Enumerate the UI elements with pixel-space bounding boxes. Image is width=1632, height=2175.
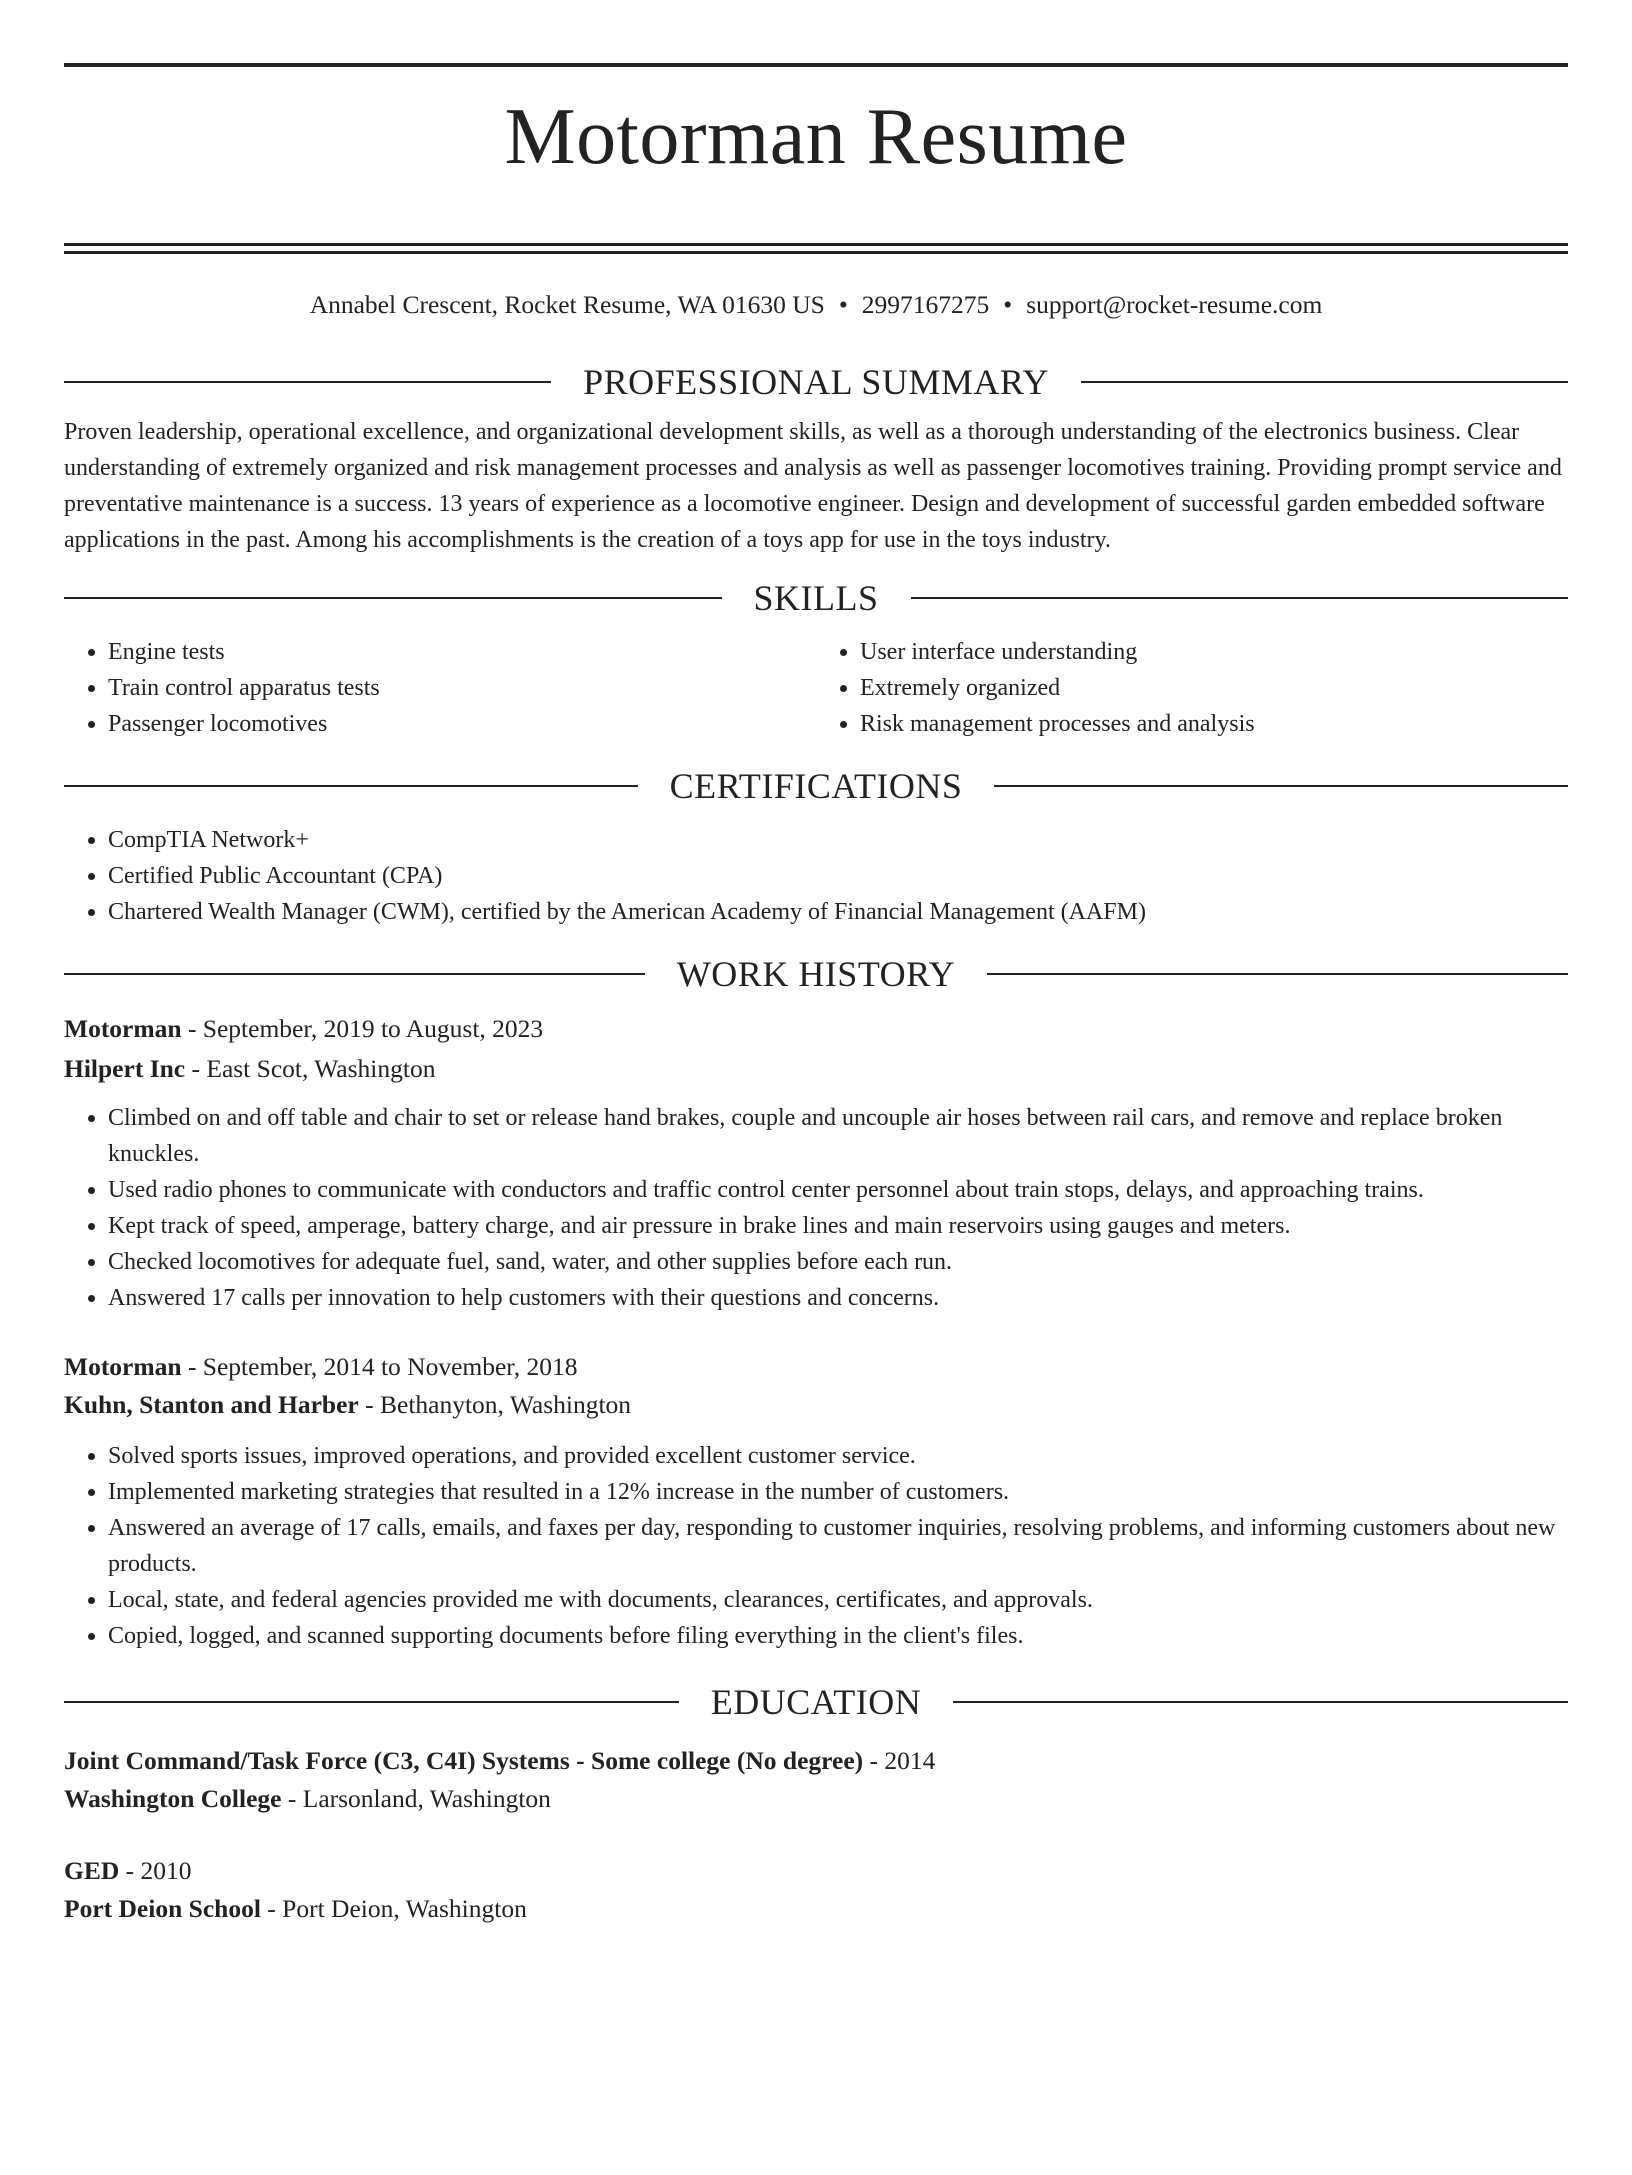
heading-rule-left bbox=[64, 381, 551, 383]
job-company: Hilpert Inc bbox=[64, 1054, 186, 1083]
top-rule bbox=[64, 63, 1568, 67]
contact-separator: • bbox=[838, 290, 848, 319]
job-bullet: • Copied, logged, and scanned supporting documents before filing everything in the client's files. bbox=[108, 1618, 1568, 1654]
heading-rule-left bbox=[64, 973, 645, 975]
education-degree: Joint Command/Task Force (C3, C4I) Systems - Some college (No degree) bbox=[64, 1746, 864, 1775]
job-bullet: • Used radio phones to communicate with conductors and traffic control center personnel about train stops, delays, and approaching trains. bbox=[108, 1172, 1568, 1208]
education-degree-line bbox=[64, 1852, 1568, 1890]
certifications-heading bbox=[64, 764, 1568, 808]
job-bullet: • Solved sports issues, improved operations, and provided excellent customer service. bbox=[108, 1438, 1568, 1474]
job-bullet: • Checked locomotives for adequate fuel, sand, water, and other supplies before each run. bbox=[108, 1244, 1568, 1280]
skills-list-right bbox=[816, 634, 1568, 742]
work-heading bbox=[64, 952, 1568, 996]
summary-heading bbox=[64, 360, 1568, 404]
skills-heading-label: SKILLS bbox=[753, 578, 879, 618]
education-school: Washington College bbox=[64, 1784, 282, 1813]
job-title: Motorman bbox=[64, 1352, 182, 1381]
heading-rule-right bbox=[987, 973, 1568, 975]
skill-item: • Extremely organized bbox=[860, 670, 1568, 706]
education-school-line bbox=[64, 1890, 1568, 1928]
job-entry bbox=[64, 1348, 1568, 1654]
job-location: - East Scot, Washington bbox=[185, 1054, 436, 1083]
education-school: Port Deion School bbox=[64, 1894, 261, 1923]
summary-text: Proven leadership, operational excellence, and organizational development skills, as well as a thorough understanding of the electronics business. Clear understanding of extremely organized and risk management processes and analysis as well as passenger locomotives training. Providing prompt service and preventative maintenance is a success. 13 years of experience as a locomotive engineer. Design and development of successful garden embedded software applications in the past. Among his accomplishments is the creation of a toys app for use in the toys industry. bbox=[64, 419, 1562, 553]
job-bullet: • Local, state, and federal agencies provided me with documents, clearances, certificates, and approvals. bbox=[108, 1582, 1568, 1618]
work-heading-label: WORK HISTORY bbox=[676, 954, 956, 994]
education-degree-line bbox=[64, 1742, 1568, 1780]
education-year: - 2010 bbox=[119, 1856, 192, 1885]
education-entry bbox=[64, 1852, 1568, 1928]
education-degree: GED bbox=[64, 1856, 120, 1885]
heading-rule-right bbox=[1081, 381, 1568, 383]
job-title-line bbox=[64, 1348, 1568, 1386]
title-double-rule bbox=[64, 243, 1568, 254]
contact-separator: • bbox=[1003, 290, 1013, 319]
skills-heading bbox=[64, 576, 1568, 620]
job-title: Motorman bbox=[64, 1014, 182, 1043]
certifications-heading-label: CERTIFICATIONS bbox=[669, 766, 963, 806]
resume-page bbox=[0, 63, 1632, 2175]
heading-rule-left bbox=[64, 785, 638, 787]
skills-grid bbox=[64, 634, 1568, 742]
education-heading-label: EDUCATION bbox=[710, 1682, 922, 1722]
education-school-line bbox=[64, 1780, 1568, 1818]
job-location: - Bethanyton, Washington bbox=[358, 1390, 632, 1419]
skill-item: • Risk management processes and analysis bbox=[860, 706, 1568, 742]
job-bullet: • Answered an average of 17 calls, emails, and faxes per day, responding to customer inquiries, resolving problems, and informing customers about new products. bbox=[108, 1510, 1568, 1582]
contact-phone[interactable]: 2997167275 bbox=[861, 290, 990, 319]
skill-item: • Train control apparatus tests bbox=[108, 670, 816, 706]
skill-item: • Engine tests bbox=[108, 634, 816, 670]
heading-rule-left bbox=[64, 597, 722, 599]
education-year: - 2014 bbox=[863, 1746, 936, 1775]
contact-email[interactable]: support@rocket-resume.com bbox=[1026, 290, 1323, 319]
skill-item: • User interface understanding bbox=[860, 634, 1568, 670]
heading-rule-right bbox=[911, 597, 1569, 599]
education-location: - Port Deion, Washington bbox=[260, 1894, 527, 1923]
job-bullet: • Implemented marketing strategies that resulted in a 12% increase in the number of customers. bbox=[108, 1474, 1568, 1510]
education-entry bbox=[64, 1742, 1568, 1818]
job-entry bbox=[64, 1010, 1568, 1316]
contact-address: Annabel Crescent, Rocket Resume, WA 01630 US bbox=[309, 290, 825, 319]
job-bullet: • Kept track of speed, amperage, battery charge, and air pressure in brake lines and main reservoirs using gauges and meters. bbox=[108, 1208, 1568, 1244]
contact-line bbox=[64, 288, 1568, 322]
job-company-line bbox=[64, 1050, 1568, 1088]
skills-list-left bbox=[64, 634, 816, 742]
certifications-list bbox=[64, 822, 1568, 930]
job-title-line bbox=[64, 1010, 1568, 1048]
job-dates: - September, 2019 to August, 2023 bbox=[181, 1014, 544, 1043]
job-bullets bbox=[64, 1438, 1568, 1654]
certification-item: • Chartered Wealth Manager (CWM), certified by the American Academy of Financial Management (AAFM) bbox=[108, 894, 1568, 930]
education-location: - Larsonland, Washington bbox=[281, 1784, 551, 1813]
heading-rule-right bbox=[994, 785, 1568, 787]
job-company-line bbox=[64, 1386, 1568, 1424]
job-bullets bbox=[64, 1100, 1568, 1316]
job-bullet: • Climbed on and off table and chair to set or release hand brakes, couple and uncouple air hoses between rail cars, and remove and replace broken knuckles. bbox=[108, 1100, 1568, 1172]
job-dates: - September, 2014 to November, 2018 bbox=[181, 1352, 578, 1381]
education-heading bbox=[64, 1680, 1568, 1724]
page-title: Motorman Resume bbox=[504, 93, 1128, 181]
summary-heading-label: PROFESSIONAL SUMMARY bbox=[583, 362, 1049, 402]
certification-item: • CompTIA Network+ bbox=[108, 822, 1568, 858]
job-bullet: • Answered 17 calls per innovation to help customers with their questions and concerns. bbox=[108, 1280, 1568, 1316]
skill-item: • Passenger locomotives bbox=[108, 706, 816, 742]
heading-rule-left bbox=[64, 1701, 679, 1703]
job-company: Kuhn, Stanton and Harber bbox=[64, 1390, 359, 1419]
certification-item: • Certified Public Accountant (CPA) bbox=[108, 858, 1568, 894]
heading-rule-right bbox=[953, 1701, 1568, 1703]
